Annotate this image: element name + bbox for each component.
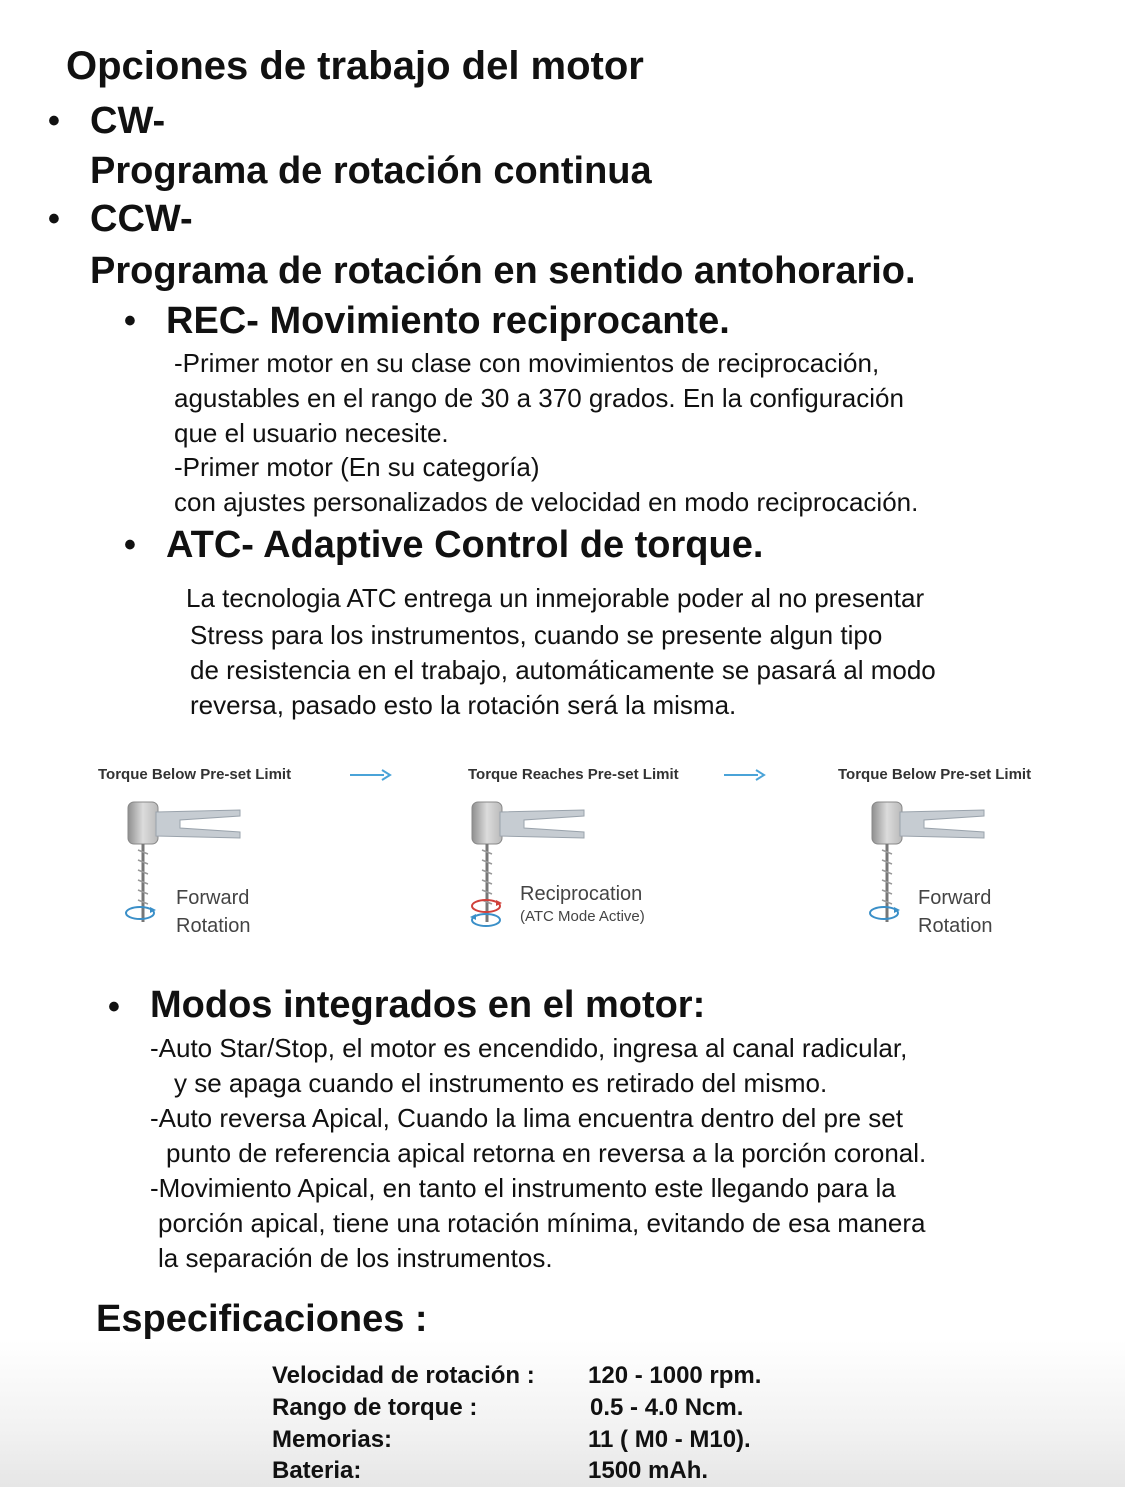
modes-line: porción apical, tiene una rotación mínima, evitando de esa manera	[158, 1208, 926, 1238]
bullet-cw: •	[48, 102, 60, 140]
modes-line: -Auto Star/Stop, el motor es encendido, ingresa al canal radicular,	[150, 1033, 908, 1063]
arrow-right-icon	[348, 768, 392, 782]
spec-value: 1500 mAh.	[588, 1457, 709, 1484]
modes-heading: Modos integrados en el motor:	[150, 984, 706, 1026]
spec-value: 11 ( M0 - M10).	[588, 1426, 751, 1453]
rec-line: que el usuario necesite.	[174, 418, 449, 448]
rotation-icon	[120, 898, 160, 928]
rotation-icon	[864, 898, 904, 928]
cw-desc: Programa de rotación continua	[90, 150, 652, 192]
spec-label: Velocidad de rotación :	[272, 1362, 535, 1389]
rec-line: agustables en el rango de 30 a 370 grados. En la configuración	[174, 383, 904, 413]
bullet-atc: •	[124, 526, 136, 564]
modes-line: la separación de los instrumentos.	[158, 1243, 553, 1273]
rec-line: con ajustes personalizados de velocidad en modo reciprocación.	[174, 487, 919, 517]
atc-line: reversa, pasado esto la rotación será la misma.	[190, 690, 737, 720]
atc-line: Stress para los instrumentos, cuando se presente algun tipo	[190, 620, 883, 650]
cw-heading: CW-	[90, 100, 166, 142]
bottom-shade	[0, 1340, 1125, 1487]
atc-line: La tecnologia ATC entrega un inmejorable poder al no presentar	[186, 583, 925, 613]
bullet-modes: •	[108, 988, 120, 1026]
arrow-right-icon	[722, 768, 766, 782]
spec-value: 120 - 1000 rpm.	[588, 1362, 762, 1389]
modes-line: punto de referencia apical retorna en reversa a la porción coronal.	[166, 1138, 927, 1168]
figure-caption: Torque Below Pre-set Limit	[98, 766, 292, 783]
bullet-ccw: •	[48, 200, 60, 238]
ccw-heading: CCW-	[90, 198, 193, 240]
modes-line: -Auto reversa Apical, Cuando la lima encuentra dentro del pre set	[150, 1103, 903, 1133]
reciprocation-icon	[466, 892, 506, 932]
spec-label: Memorias:	[272, 1426, 393, 1453]
atc-line: de resistencia en el trabajo, automáticamente se pasará al modo	[190, 655, 936, 685]
figure-sublabel: (ATC Mode Active)	[520, 908, 645, 925]
spec-label: Rango de torque :	[272, 1394, 478, 1421]
figure-label: Forward	[176, 887, 250, 909]
atc-heading: ATC- Adaptive Control de torque.	[166, 524, 764, 566]
spec-value: 0.5 - 4.0 Ncm.	[590, 1394, 744, 1421]
spec-label: Bateria:	[272, 1457, 362, 1484]
figure-label: Forward	[918, 887, 992, 909]
figure-label: Rotation	[176, 915, 251, 937]
ccw-desc: Programa de rotación en sentido antohorario.	[90, 250, 916, 292]
specs-heading: Especificaciones :	[96, 1298, 428, 1340]
modes-line: y se apaga cuando el instrumento es retirado del mismo.	[174, 1068, 828, 1098]
bullet-rec: •	[124, 302, 136, 340]
figure-caption: Torque Below Pre-set Limit	[838, 766, 1032, 783]
rec-line: -Primer motor (En su categoría)	[174, 452, 540, 482]
modes-line: -Movimiento Apical, en tanto el instrumento este llegando para la	[150, 1173, 896, 1203]
figure-label: Rotation	[918, 915, 993, 937]
atc-figure	[0, 750, 1125, 960]
rec-line: -Primer motor en su clase con movimientos de reciprocación,	[174, 348, 880, 378]
figure-caption: Torque Reaches Pre-set Limit	[468, 766, 679, 783]
rec-heading: REC- Movimiento reciprocante.	[166, 300, 730, 342]
figure-label: Reciprocation	[520, 883, 643, 905]
page-title: Opciones de trabajo del motor	[66, 44, 644, 88]
